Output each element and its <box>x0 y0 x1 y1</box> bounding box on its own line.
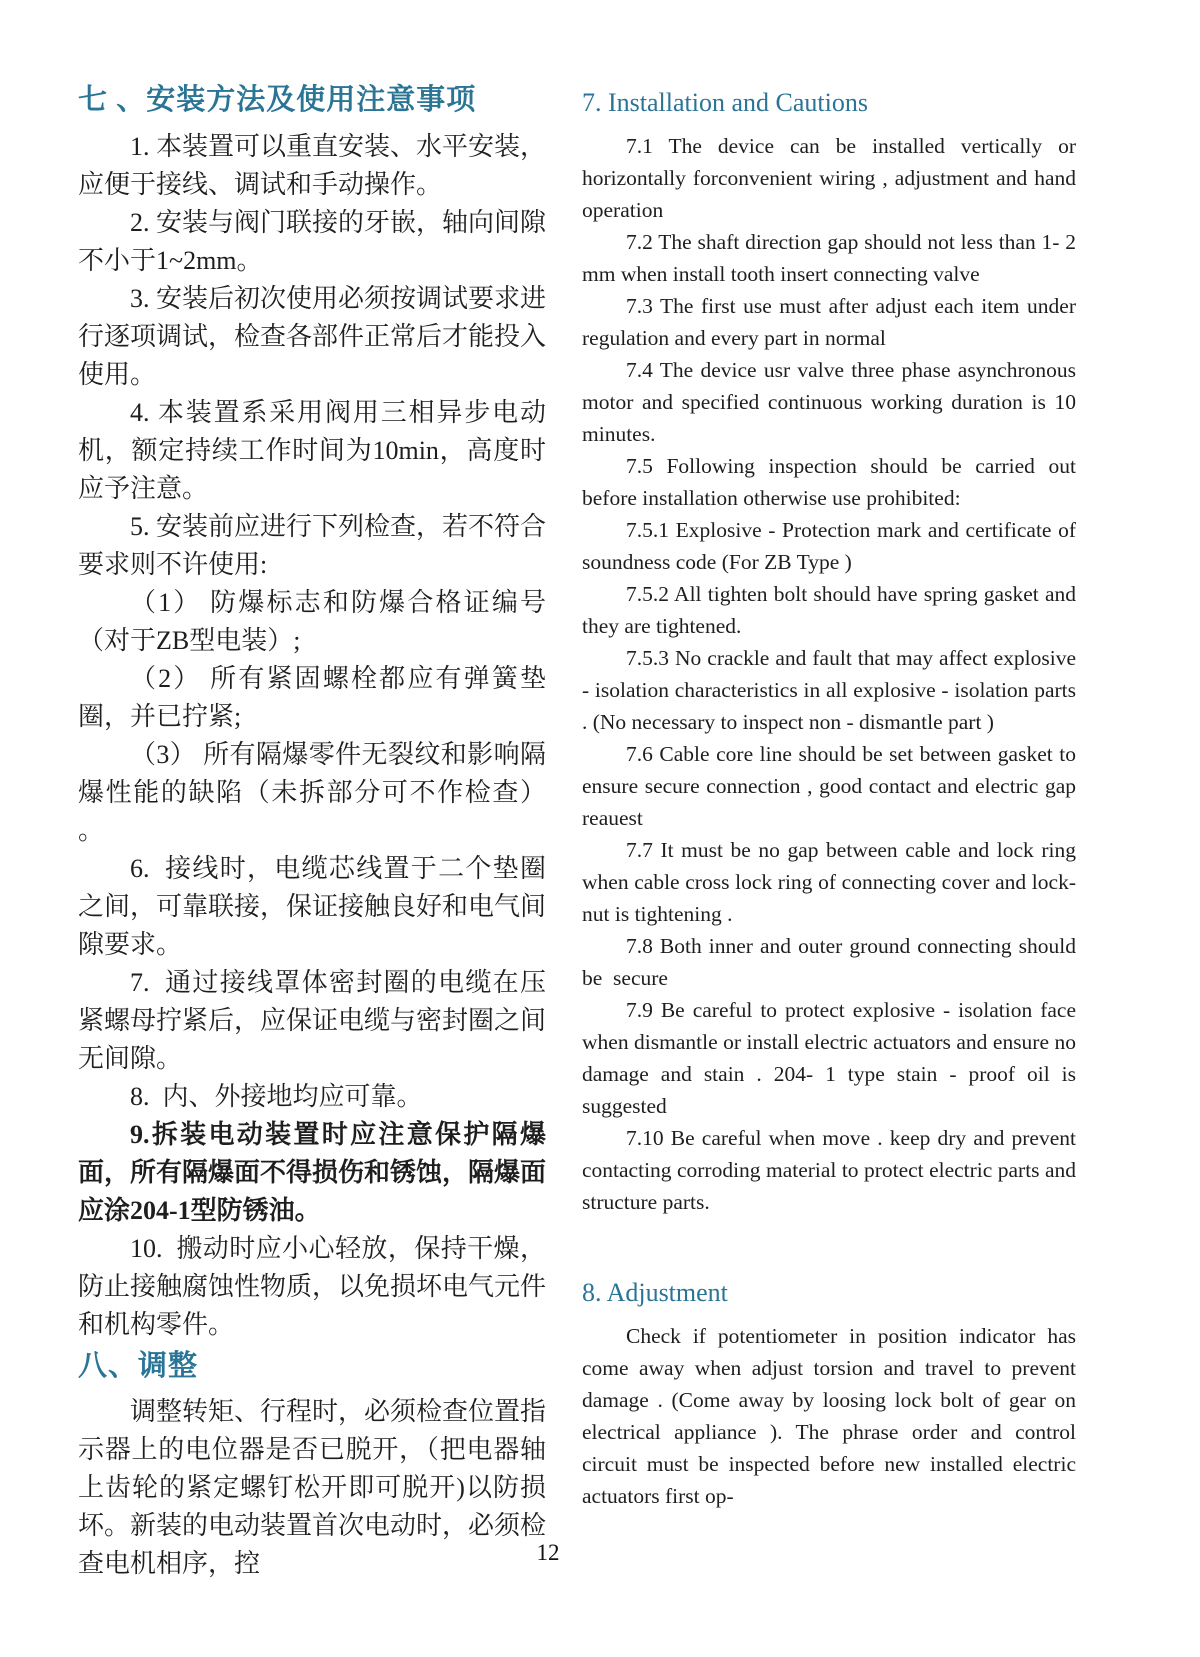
paragraph: 7.5 Following inspection should be carried out before installation otherwise use prohibited: <box>582 453 1082 510</box>
paragraph: 5. 安装前应进行下列检查，若不符合要求则不许使用: <box>78 511 547 579</box>
paragraph: 7.4 The device usr valve three phase asynchronous motor and specified continuous working duration is 10 minutes. <box>582 357 1082 446</box>
adjust-paragraphs-en <box>582 1320 1082 1512</box>
paragraph: （2） 所有紧固螺栓都应有弹簧垫圈，并已拧紧; <box>78 663 546 731</box>
paragraph: 4. 本装置系采用阀用三相异步电动机，额定持续工作时间为10min，高度时应予注意。 <box>78 397 546 503</box>
install-heading-en: 7. Installation and Cautions <box>582 88 868 117</box>
paragraph: 1. 本装置可以重直安装、水平安装，应便于接线、调试和手动操作。 <box>78 131 547 199</box>
paragraph: 7. 通过接线罩体密封圈的电缆在压紧螺母拧紧后，应保证电缆与密封圈之间无间隙。 <box>78 967 547 1073</box>
page-number: 12 <box>536 1540 560 1565</box>
paragraph: 7.3 The first use must after adjust each item under regulation and every part in normal <box>582 293 1082 350</box>
left-column <box>78 82 553 1583</box>
paragraph: 9.拆装电动装置时应注意保护隔爆面，所有隔爆面不得损伤和锈蚀，隔爆面应涂204-1型防锈油。 <box>78 1119 547 1225</box>
paragraph: 8. 内、外接地均应可靠。 <box>130 1081 423 1111</box>
section-install-zh <box>78 82 553 1344</box>
install-paragraphs-zh <box>78 128 553 1344</box>
paragraph: 2. 安装与阀门联接的牙嵌，轴向间隙不小于1~2mm。 <box>78 207 547 275</box>
paragraph: 7.1 The device can be installed vertically or horizontally forconvenient wiring , adjustment and hand operation <box>582 133 1082 222</box>
install-paragraphs-en <box>582 130 1082 1218</box>
paragraph: （1） 防爆标志和防爆合格证编号（对于ZB型电装）; <box>78 587 546 655</box>
install-heading-zh: 七 、安装方法及使用注意事项 <box>78 84 477 116</box>
right-column <box>582 86 1082 1512</box>
paragraph: （3） 所有隔爆零件无裂纹和影响隔爆性能的缺陷（未拆部分可不作检查） 。 <box>78 739 553 845</box>
adjust-heading-zh: 八、调整 <box>78 1349 199 1382</box>
paragraph: 7.6 Cable core line should be set between gasket to ensure secure connection , good contact and electric gap reauest <box>582 741 1082 830</box>
paragraph: 6. 接线时，电缆芯线置于二个垫圈之间，可靠联接，保证接触良好和电气间隙要求。 <box>78 853 547 959</box>
paragraph: 7.2 The shaft direction gap should not less than 1- 2 mm when install tooth insert connecting valve <box>582 229 1082 286</box>
paragraph: 7.5.1 Explosive - Protection mark and certificate of soundness code (For ZB Type ) <box>582 517 1082 574</box>
paragraph: 调整转矩、行程时，必须检查位置指示器上的电位器是否已脱开，（把电器轴上齿轮的紧定螺钉松开即可脱开)以防损坏。新装的电动装置首次电动时，必须检查电机相序，控 <box>78 1397 547 1579</box>
paragraph: 10. 搬动时应小心轻放，保持干燥，防止接触腐蚀性物质，以免损坏电气元件和机构零件。 <box>78 1233 547 1339</box>
paragraph: Check if potentiometer in position indicator has come away when adjust torsion and travel to prevent damage . (Come away by loosing lock bolt of gear on electrical appliance ). The phrase order and control circuit must be inspected before new installed electric actuators first op- <box>582 1323 1082 1508</box>
paragraph: 7.9 Be careful to protect explosive - isolation face when dismantle or install electric actuators and ensure no damage and stain . 204- 1 type stain - proof oil is suggested <box>582 997 1082 1118</box>
paragraph: 7.8 Both inner and outer ground connecting should be secure <box>582 933 1082 990</box>
section-adjust-en <box>582 1276 1082 1512</box>
section-install-en <box>582 86 1082 1218</box>
paragraph: 7.5.3 No crackle and fault that may affect explosive - isolation characteristics in all explosive - isolation parts . (No necessary to inspect non - dismantle part ) <box>582 645 1082 734</box>
paragraph: 7.10 Be careful when move . keep dry and prevent contacting corroding material to protect electric parts and structure parts. <box>582 1125 1082 1214</box>
paragraph: 7.5.2 All tighten bolt should have spring gasket and they are tightened. <box>582 581 1082 638</box>
paragraph: 7.7 It must be no gap between cable and lock ring when cable cross lock ring of connecting cover and lock-nut is tightening . <box>582 837 1082 926</box>
paragraph: 3. 安装后初次使用必须按调试要求进行逐项调试，检查各部件正常后才能投入使用。 <box>78 283 547 389</box>
adjust-heading-en: 8. Adjustment <box>582 1277 728 1307</box>
